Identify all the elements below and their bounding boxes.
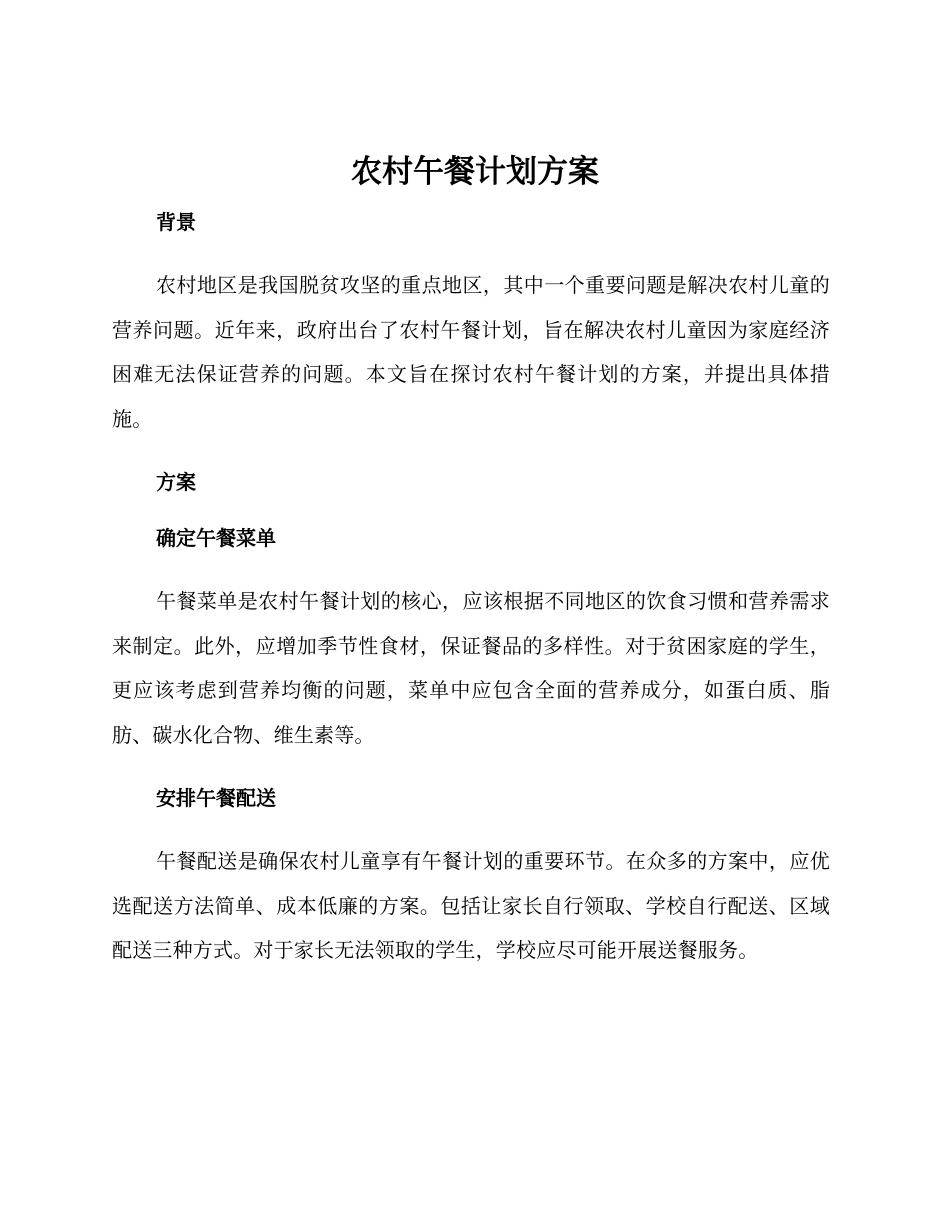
paragraph-background: 农村地区是我国脱贫攻坚的重点地区，其中一个重要问题是解决农村儿童的营养问题。近年来，政府出台了农村午餐计划，旨在解决农村儿童因为家庭经济困难无法保证营养的问题。本文旨在探讨农村午餐计划的方案，并提出具体措施。 [112, 273, 830, 431]
document-title: 农村午餐计划方案 [351, 154, 599, 190]
section-heading-plan: 方案 [156, 470, 196, 494]
paragraph-delivery: 午餐配送是确保农村儿童享有午餐计划的重要环节。在众多的方案中，应优选配送方法简单、成本低廉的方案。包括让家长自行领取、学校自行配送、区域配送三种方式。对于家长无法领取的学生，学校应尽可能开展送餐服务。 [112, 849, 830, 962]
document-body [112, 207, 830, 973]
subsection-heading-delivery: 安排午餐配送 [156, 786, 276, 810]
subsection-heading-menu: 确定午餐菜单 [156, 526, 276, 550]
section-heading-background: 背景 [156, 210, 196, 234]
paragraph-menu: 午餐菜单是农村午餐计划的核心，应该根据不同地区的饮食习惯和营养需求来制定。此外，应增加季节性食材，保证餐品的多样性。对于贫困家庭的学生，更应该考虑到营养均衡的问题，菜单中应包含全面的营养成分，如蛋白质、脂肪、碳水化合物、维生素等。 [112, 589, 830, 747]
